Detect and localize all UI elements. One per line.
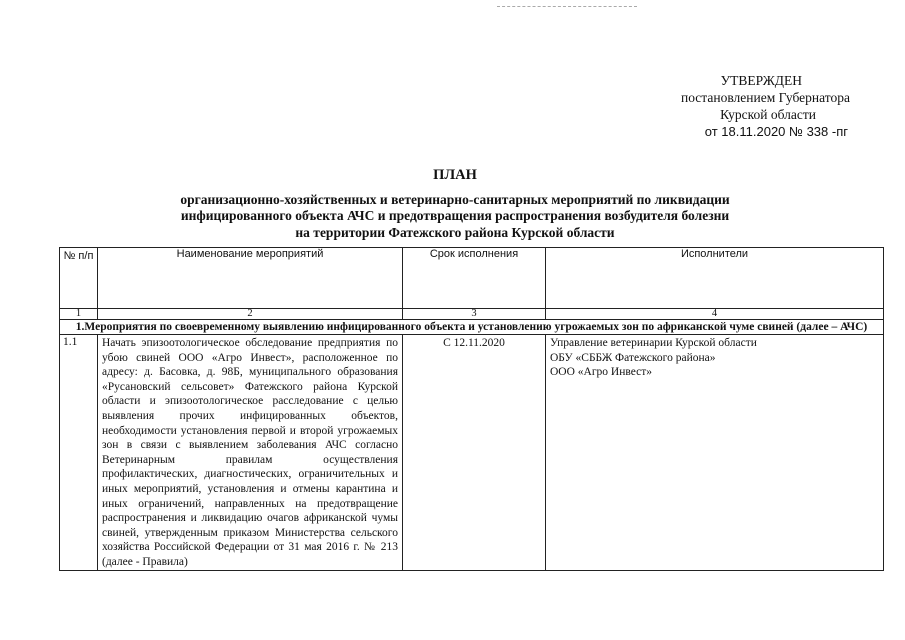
table-header-row <box>60 248 884 309</box>
title-line-2: инфицированного объекта АЧС и предотвращения распространения возбудителя болезни <box>180 208 730 223</box>
executor-item: Управление ветеринарии Курской области <box>550 337 757 349</box>
executor-item: ОБУ «СББЖ Фатежского района» <box>550 351 716 364</box>
column-numbers-row <box>60 309 884 320</box>
approval-line-4: от 18.11.2020 № 338 -пг <box>704 124 848 139</box>
column-number: 2 <box>98 309 403 320</box>
header-executors: Исполнители <box>546 248 884 309</box>
approval-line-3: Курской области <box>720 107 816 122</box>
title-line-3: на территории Фатежского района Курской области <box>295 224 615 240</box>
top-rule <box>497 6 637 7</box>
column-number: 4 <box>546 309 884 320</box>
title-heading: ПЛАН <box>433 167 477 183</box>
document-title <box>140 167 770 241</box>
approval-line-2: постановлением Губернатора <box>681 90 850 105</box>
title-line-1: организационно-хозяйственных и ветеринарно-санитарных мероприятий по ликвидации <box>180 191 730 207</box>
plan-table <box>59 247 884 571</box>
section-row <box>60 320 884 335</box>
header-num: № п/п <box>60 248 98 309</box>
table-row <box>60 335 884 571</box>
header-name: Наименование мероприятий <box>98 248 403 309</box>
approval-line-1: УТВЕРЖДЕН <box>720 73 802 88</box>
column-number: 1 <box>60 309 98 320</box>
executor-item: ООО «Агро Инвест» <box>550 366 653 379</box>
row-number: 1.1 <box>60 335 98 571</box>
row-term: С 12.11.2020 <box>403 335 546 571</box>
header-term: Срок исполнения <box>403 248 546 309</box>
column-number: 3 <box>403 309 546 320</box>
approval-stamp <box>600 72 850 140</box>
row-executors <box>546 335 884 571</box>
row-description: Начать эпизоотологическое обследование предприятия по убою свиней ООО «Агро Инвест», расположенное по адресу: д. Басовка, д. 98Б, муниципального образования «Русановский сельсовет» Фатежского района Курской области и эпизоотологическое расследование с целью выявления прочих инфицированных объектов, необходимости установления первой и второй угрожаемых зон в связи с выявлением заболевания АЧС согласно Ветеринарным правилам осуществления профилактических, диагностических, ограничительных и иных мероприятий, установления и отмены карантина и иных ограничений, направленных на предотвращение распространения и ликвидацию очагов африканской чумы свиней, утвержденным приказом Министерства сельского хозяйства Российской Федерации от 31 мая 2016 г. № 213 (далее - Правила) <box>98 335 403 571</box>
section-title: 1.Мероприятия по своевременному выявлению инфицированного объекта и установлению угрожаемых зон по африканской чуме свиней (далее – АЧС) <box>60 320 884 335</box>
